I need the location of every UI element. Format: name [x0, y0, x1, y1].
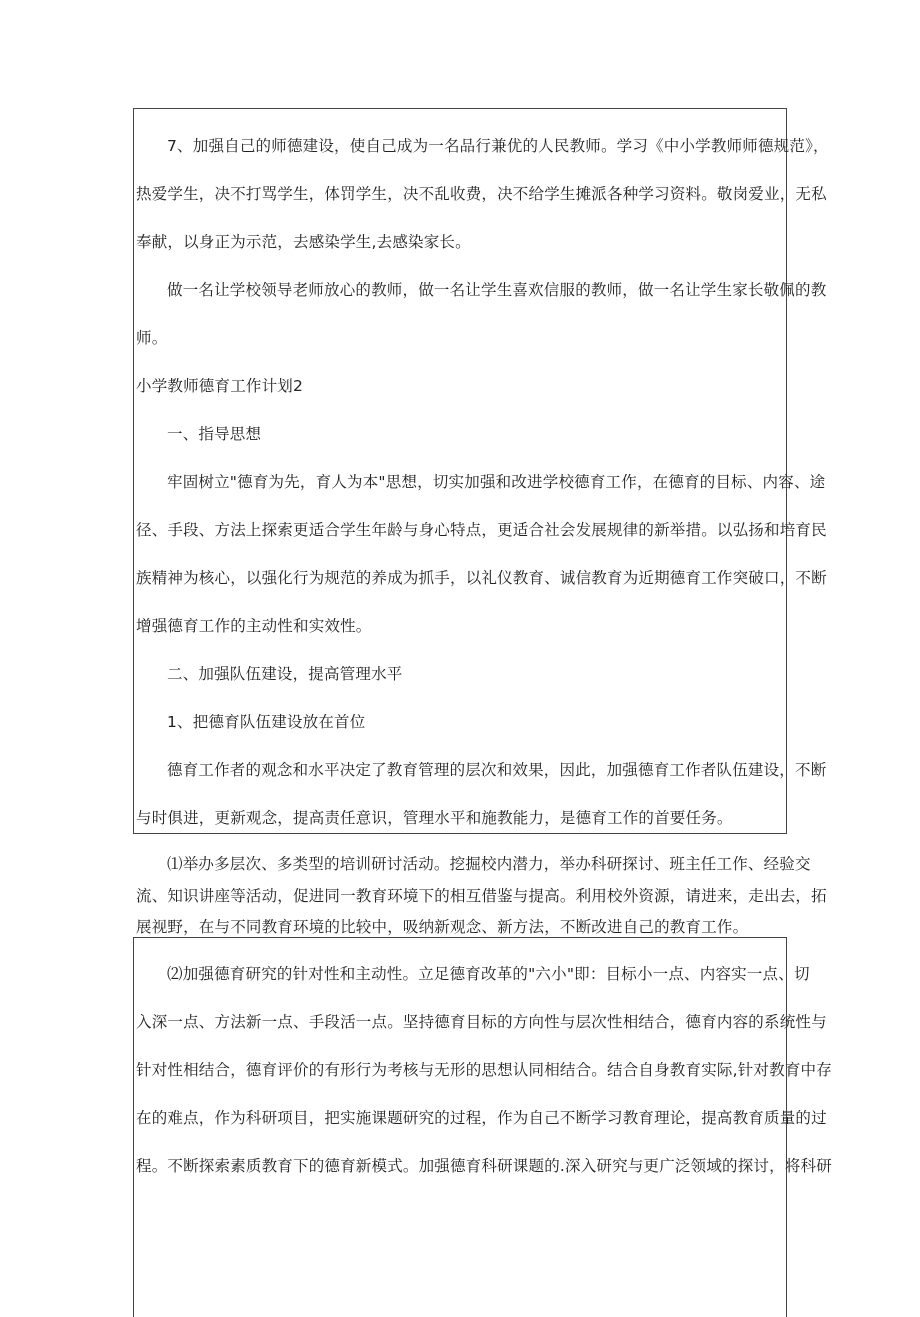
- paragraph-line: 在的难点，作为科研项目，把实施课题研究的过程，作为自己不断学习教育理论，提高教育质量的过: [136, 1109, 827, 1127]
- heading-team-building: 二、加强队伍建设，提高管理水平: [167, 665, 403, 683]
- paragraph-line: ⑴举办多层次、多类型的培训研讨活动。挖掘校内潜力，举办科研探讨、班主任工作、经验交: [167, 855, 811, 873]
- paragraph-line: 奉献，以身正为示范，去感染学生,去感染家长。: [136, 233, 471, 251]
- paragraph-line: 牢固树立"德育为先，育人为本"思想，切实加强和改进学校德育工作，在德育的目标、内容、途: [167, 473, 826, 491]
- paragraph-line: 德育工作者的观念和水平决定了教育管理的层次和效果，因此，加强德育工作者队伍建设，不断: [167, 761, 827, 779]
- paragraph-line: 热爱学生，决不打骂学生，体罚学生，决不乱收费，决不给学生摊派各种学习资料。敬岗爱业，无私: [136, 185, 827, 203]
- paragraph-line: 7、加强自己的师德建设，使自己成为一名品行兼优的人民教师。学习《中小学教师师德规范》，: [167, 137, 829, 155]
- subheading-team-priority: 1、把德育队伍建设放在首位: [167, 713, 366, 731]
- paragraph-line: 增强德育工作的主动性和实效性。: [136, 617, 372, 635]
- paragraph-line: 程。不断探索素质教育下的德育新模式。加强德育科研课题的.深入研究与更广泛领域的探讨，将科研: [136, 1157, 832, 1175]
- paragraph-line: 与时俱进，更新观念，提高责任意识，管理水平和施教能力，是德育工作的首要任务。: [136, 809, 733, 827]
- section-title: 小学教师德育工作计划2: [136, 377, 304, 395]
- paragraph-line: 入深一点、方法新一点、手段活一点。坚持德育目标的方向性与层次性相结合，德育内容的系统性与: [136, 1013, 827, 1031]
- paragraph-line: 师。: [136, 329, 168, 347]
- paragraph-line: 展视野，在与不同教育环境的比较中，吸纳新观念、新方法，不断改进自己的教育工作。: [136, 918, 749, 936]
- paragraph-line: 针对性相结合，德育评价的有形行为考核与无形的思想认同相结合。结合自身教育实际,针对教育中存: [136, 1061, 832, 1079]
- heading-guiding-ideology: 一、指导思想: [167, 425, 262, 443]
- paragraph-line: 族精神为核心，以强化行为规范的养成为抓手，以礼仪教育、诚信教育为近期德育工作突破口，不断: [136, 569, 827, 587]
- paragraph-line: 做一名让学校领导老师放心的教师，做一名让学生喜欢信服的教师，做一名让学生家长敬佩的教: [167, 281, 827, 299]
- paragraph-line: 流、知识讲座等活动，促进同一教育环境下的相互借鉴与提高。利用校外资源，请进来，走出去，拓: [136, 887, 827, 905]
- paragraph-line: ⑵加强德育研究的针对性和主动性。立足德育改革的"六小"即：目标小一点、内容实一点、切: [167, 965, 810, 983]
- paragraph-line: 径、手段、方法上探索更适合学生年龄与身心特点，更适合社会发展规律的新举措。以弘扬和培育民: [136, 521, 827, 539]
